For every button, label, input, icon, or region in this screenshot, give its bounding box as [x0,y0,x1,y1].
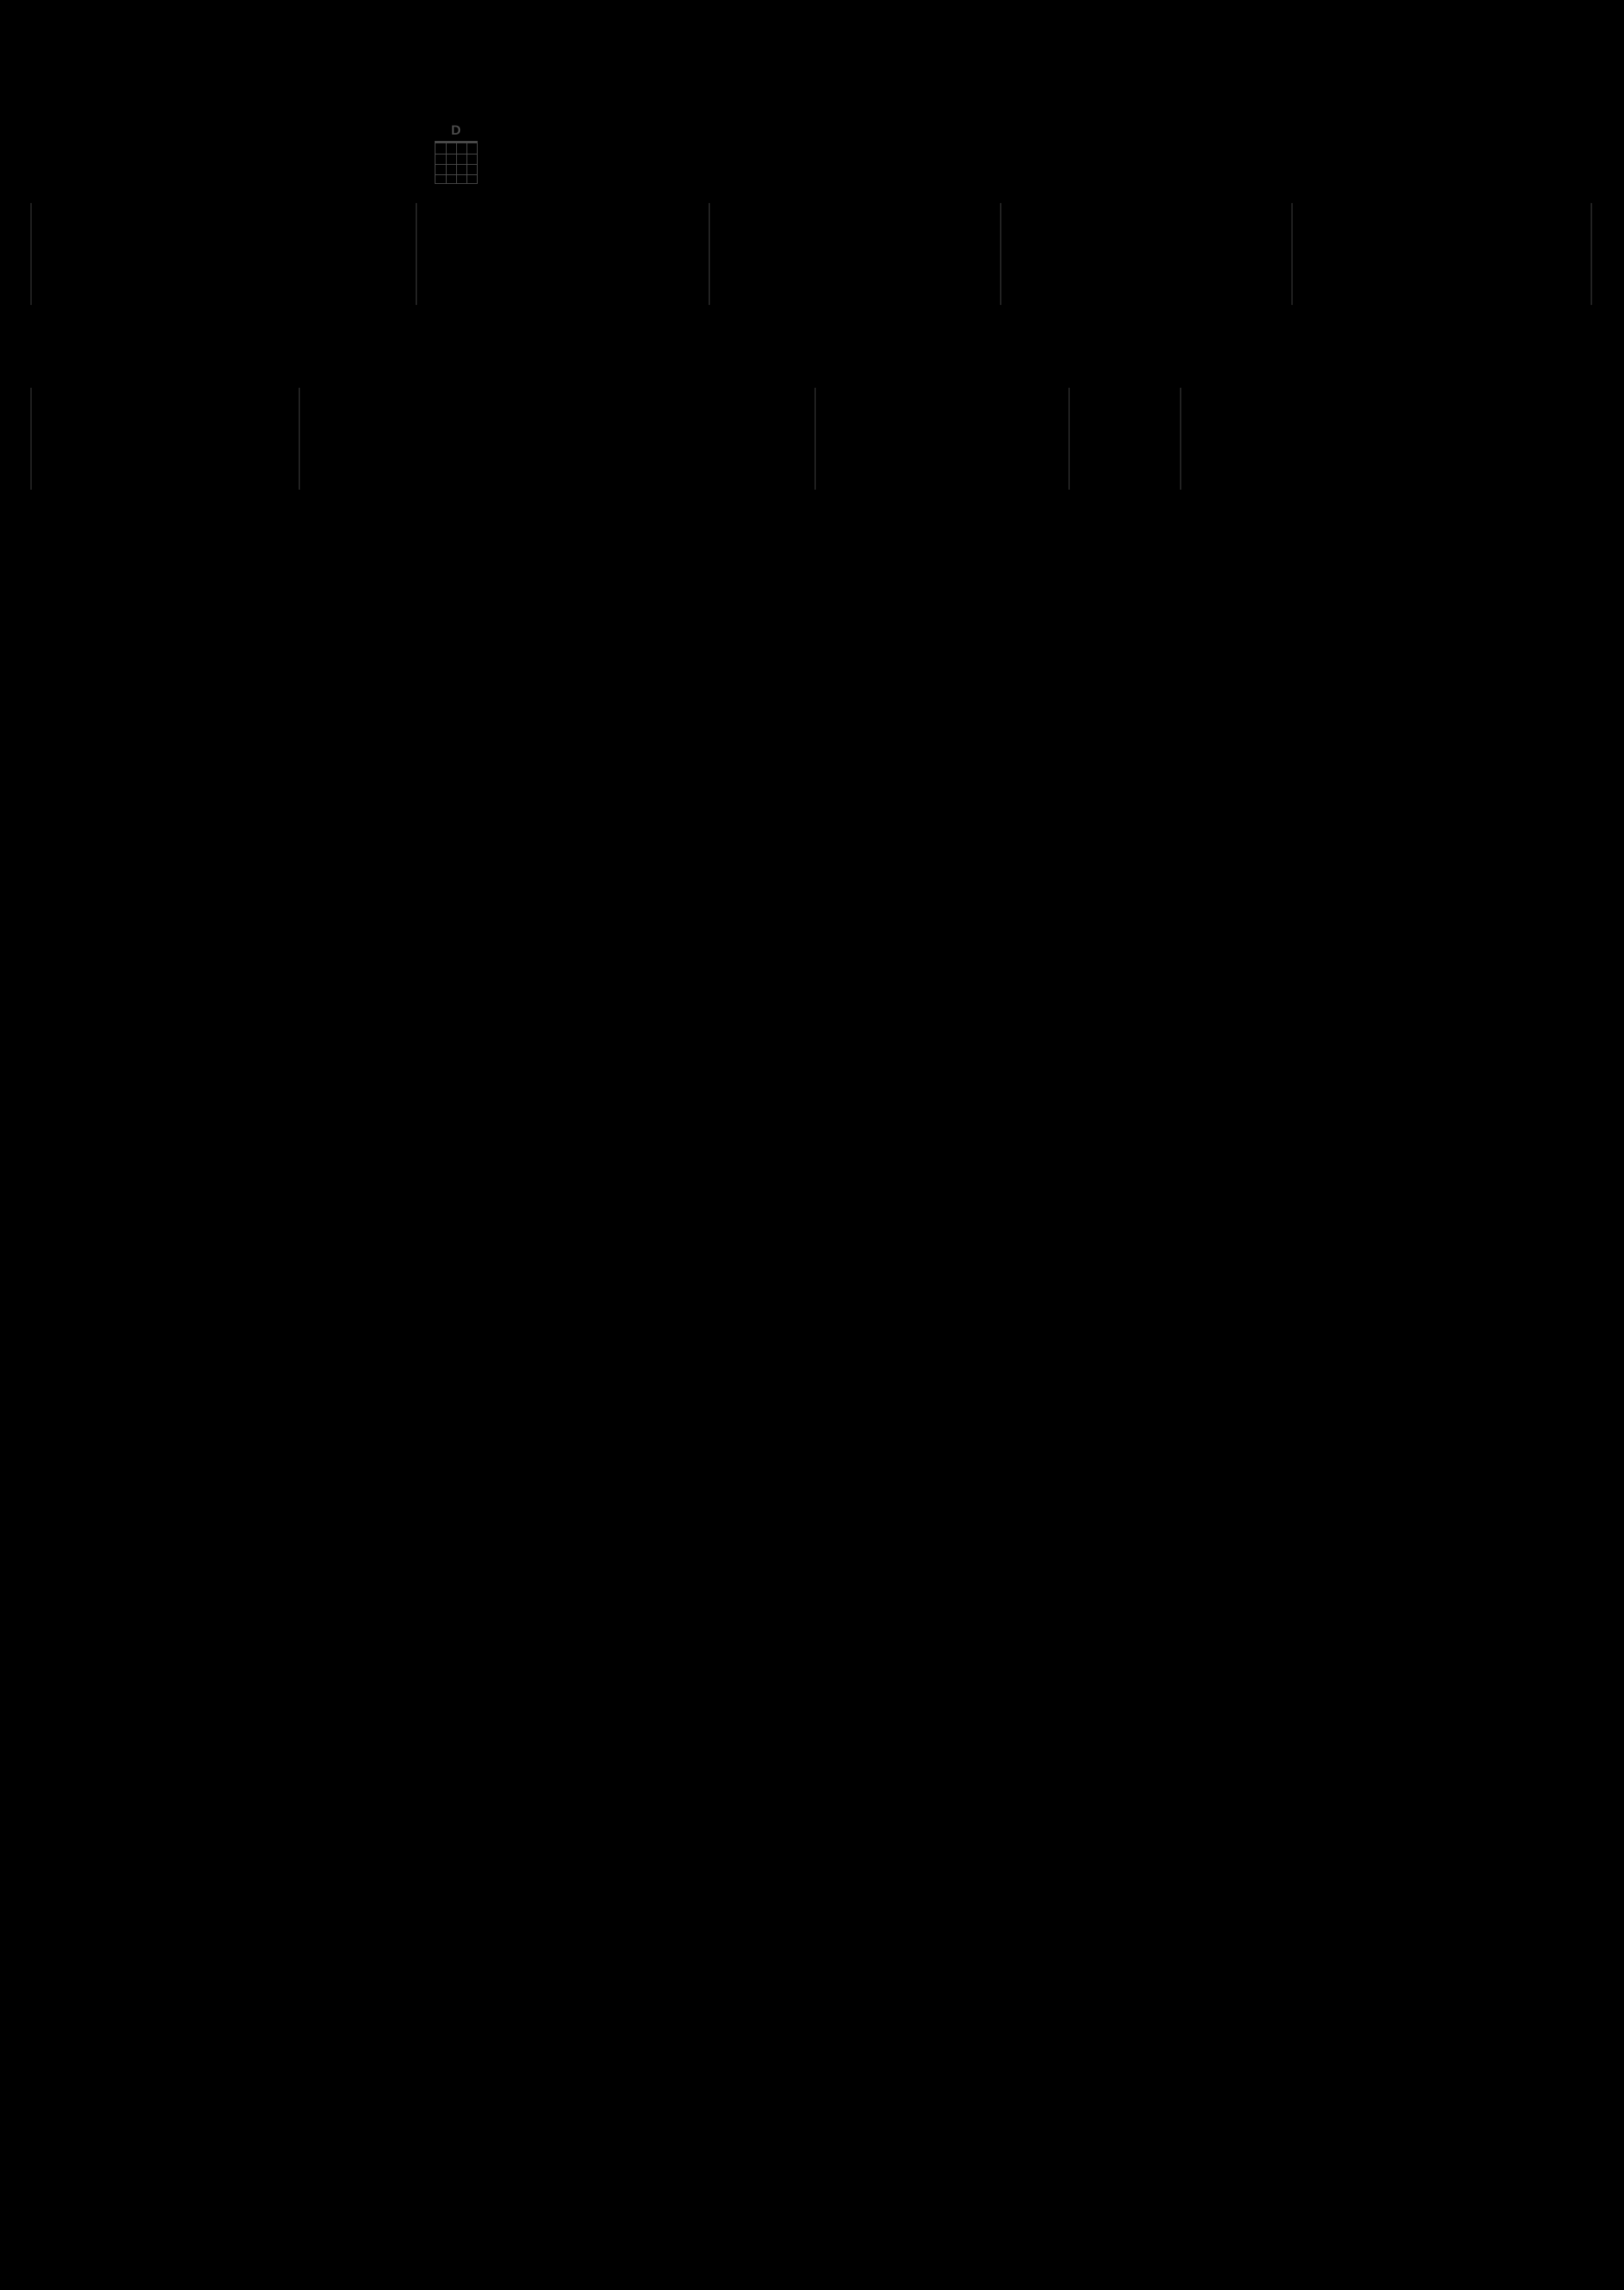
barline [1000,203,1001,305]
music-system-2 [0,388,1624,490]
barline [299,388,300,490]
barline [814,388,816,490]
music-system-1 [0,203,1624,305]
barline [1180,388,1181,490]
chord-name-label: D [451,123,462,138]
chord-string-line [446,143,447,183]
barline [1291,203,1293,305]
barline [30,388,32,490]
barline [1068,388,1070,490]
barline [1591,203,1592,305]
barline [30,203,32,305]
barline [709,203,710,305]
barline [416,203,417,305]
chord-fret-line [435,174,477,175]
chord-string-line [456,143,457,183]
chord-diagram-d [434,123,478,184]
chord-fret-line [435,164,477,165]
chord-fretboard-grid [435,141,478,184]
